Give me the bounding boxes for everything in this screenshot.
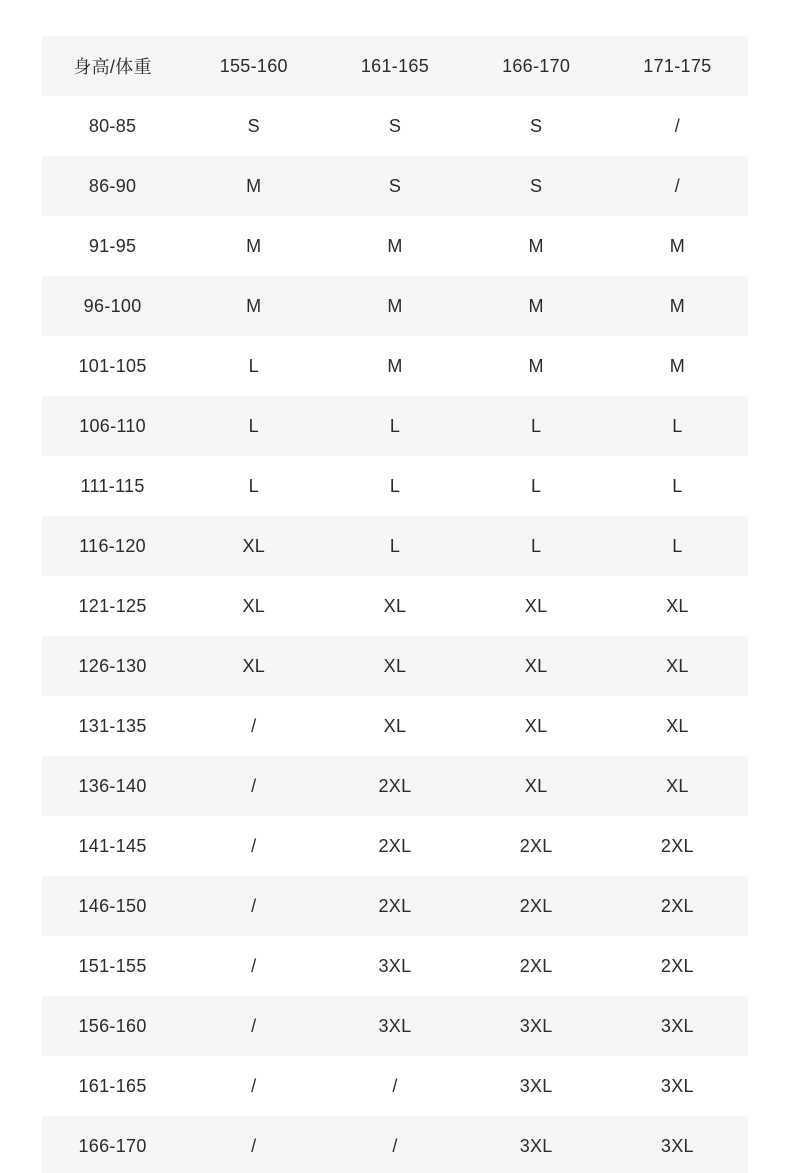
size-cell: 2XL	[519, 895, 553, 916]
size-cell: M	[387, 235, 403, 256]
size-cell: 2XL	[519, 835, 553, 856]
row-label-weight-range: 80-85	[88, 115, 137, 136]
size-cell: /	[251, 835, 257, 856]
size-cell: /	[392, 1075, 398, 1096]
size-cell: M	[246, 235, 262, 256]
row-label-weight-range: 116-120	[79, 535, 146, 556]
size-cell: S	[388, 175, 402, 196]
size-cell: XL	[383, 595, 407, 616]
table-row	[42, 456, 748, 516]
table-row	[42, 756, 748, 816]
table-row	[42, 276, 748, 336]
size-cell: M	[669, 235, 686, 256]
size-cell: XL	[242, 655, 266, 676]
header-row	[42, 36, 748, 96]
row-label-weight-range: 131-135	[78, 715, 147, 736]
table-row	[42, 876, 748, 936]
size-cell: 2XL	[660, 955, 694, 976]
size-cell: M	[528, 355, 544, 376]
size-cell: 2XL	[660, 835, 694, 856]
size-cell: S	[530, 175, 543, 196]
table-row	[42, 96, 748, 156]
table-row	[42, 1116, 748, 1173]
size-chart-body	[42, 96, 748, 1173]
size-cell: L	[248, 475, 259, 496]
row-label-weight-range: 136-140	[78, 775, 147, 796]
size-cell: L	[531, 535, 542, 556]
size-cell: L	[531, 415, 542, 436]
size-cell: XL	[666, 655, 689, 676]
size-cell: S	[388, 115, 402, 136]
table-row	[42, 936, 748, 996]
table-row	[42, 156, 748, 216]
size-cell: XL	[524, 595, 548, 616]
row-label-weight-range: 126-130	[78, 655, 147, 676]
size-cell: /	[392, 1135, 398, 1156]
size-cell: M	[246, 175, 262, 196]
row-label-weight-range: 151-155	[78, 955, 147, 976]
size-cell: L	[672, 535, 683, 556]
size-cell: /	[674, 175, 681, 196]
size-cell: XL	[666, 595, 689, 616]
size-cell: 3XL	[378, 955, 412, 976]
size-cell: /	[251, 715, 257, 736]
table-row	[42, 696, 748, 756]
table-row	[42, 336, 748, 396]
size-cell: L	[248, 415, 259, 436]
table-row	[42, 216, 748, 276]
size-cell: M	[528, 295, 544, 316]
row-label-weight-range: 161-165	[78, 1075, 147, 1096]
table-row	[42, 576, 748, 636]
size-cell: /	[251, 775, 257, 796]
size-cell: L	[248, 355, 259, 376]
size-cell: XL	[524, 775, 548, 796]
size-cell: /	[251, 955, 257, 976]
size-cell: 3XL	[378, 1015, 412, 1036]
size-cell: 2XL	[378, 835, 412, 856]
size-cell: L	[389, 415, 401, 436]
table-row	[42, 1056, 748, 1116]
size-cell: XL	[666, 775, 689, 796]
size-cell: L	[672, 415, 683, 436]
table-row	[42, 516, 748, 576]
size-cell: XL	[383, 655, 407, 676]
row-label-weight-range: 86-90	[88, 175, 137, 196]
size-cell: M	[669, 355, 686, 376]
row-label-weight-range: 121-125	[78, 595, 147, 616]
size-cell: M	[669, 295, 686, 316]
row-label-weight-range: 106-110	[79, 415, 146, 436]
size-chart-table	[42, 36, 748, 1173]
size-cell: 3XL	[519, 1015, 553, 1036]
size-cell: XL	[524, 715, 548, 736]
header-cell-height-weight: 身高/体重	[73, 57, 152, 77]
size-cell: /	[251, 1075, 257, 1096]
row-label-weight-range: 111-115	[80, 475, 145, 496]
row-label-weight-range: 96-100	[83, 295, 142, 316]
size-cell: XL	[242, 595, 266, 616]
size-cell: /	[251, 895, 257, 916]
size-cell: L	[672, 475, 683, 496]
size-cell: M	[246, 295, 262, 316]
size-cell: XL	[666, 715, 689, 736]
table-row	[42, 636, 748, 696]
size-cell: /	[674, 115, 681, 136]
size-cell: M	[387, 355, 403, 376]
row-label-weight-range: 101-105	[78, 355, 147, 376]
header-cell-height-range: 171-175	[643, 55, 712, 76]
row-label-weight-range: 156-160	[78, 1015, 147, 1036]
header-cell-height-range: 155-160	[219, 55, 288, 76]
row-label-weight-range: 166-170	[78, 1135, 147, 1156]
row-label-weight-range: 91-95	[88, 235, 137, 256]
size-cell: /	[251, 1135, 257, 1156]
size-cell: L	[389, 475, 401, 496]
size-cell: 2XL	[378, 895, 412, 916]
size-cell: 2XL	[519, 955, 553, 976]
size-cell: 3XL	[660, 1135, 694, 1156]
size-cell: 3XL	[660, 1075, 694, 1096]
size-cell: L	[531, 475, 542, 496]
size-cell: XL	[242, 535, 266, 556]
table-row	[42, 996, 748, 1056]
size-cell: S	[247, 115, 260, 136]
size-cell: 3XL	[519, 1135, 553, 1156]
size-chart-header	[42, 36, 748, 96]
size-cell: 2XL	[378, 775, 412, 796]
row-label-weight-range: 146-150	[78, 895, 147, 916]
row-label-weight-range: 141-145	[78, 835, 147, 856]
size-cell: M	[387, 295, 403, 316]
size-cell: /	[251, 1015, 257, 1036]
size-cell: 3XL	[519, 1075, 553, 1096]
size-cell: L	[389, 535, 401, 556]
size-cell: 2XL	[660, 895, 694, 916]
size-cell: XL	[383, 715, 407, 736]
table-row	[42, 816, 748, 876]
header-cell-height-range: 161-165	[360, 55, 430, 76]
size-cell: 3XL	[660, 1015, 694, 1036]
size-cell: XL	[524, 655, 548, 676]
table-row	[42, 396, 748, 456]
size-cell: S	[530, 115, 543, 136]
header-cell-height-range: 166-170	[502, 55, 571, 76]
size-cell: M	[528, 235, 544, 256]
